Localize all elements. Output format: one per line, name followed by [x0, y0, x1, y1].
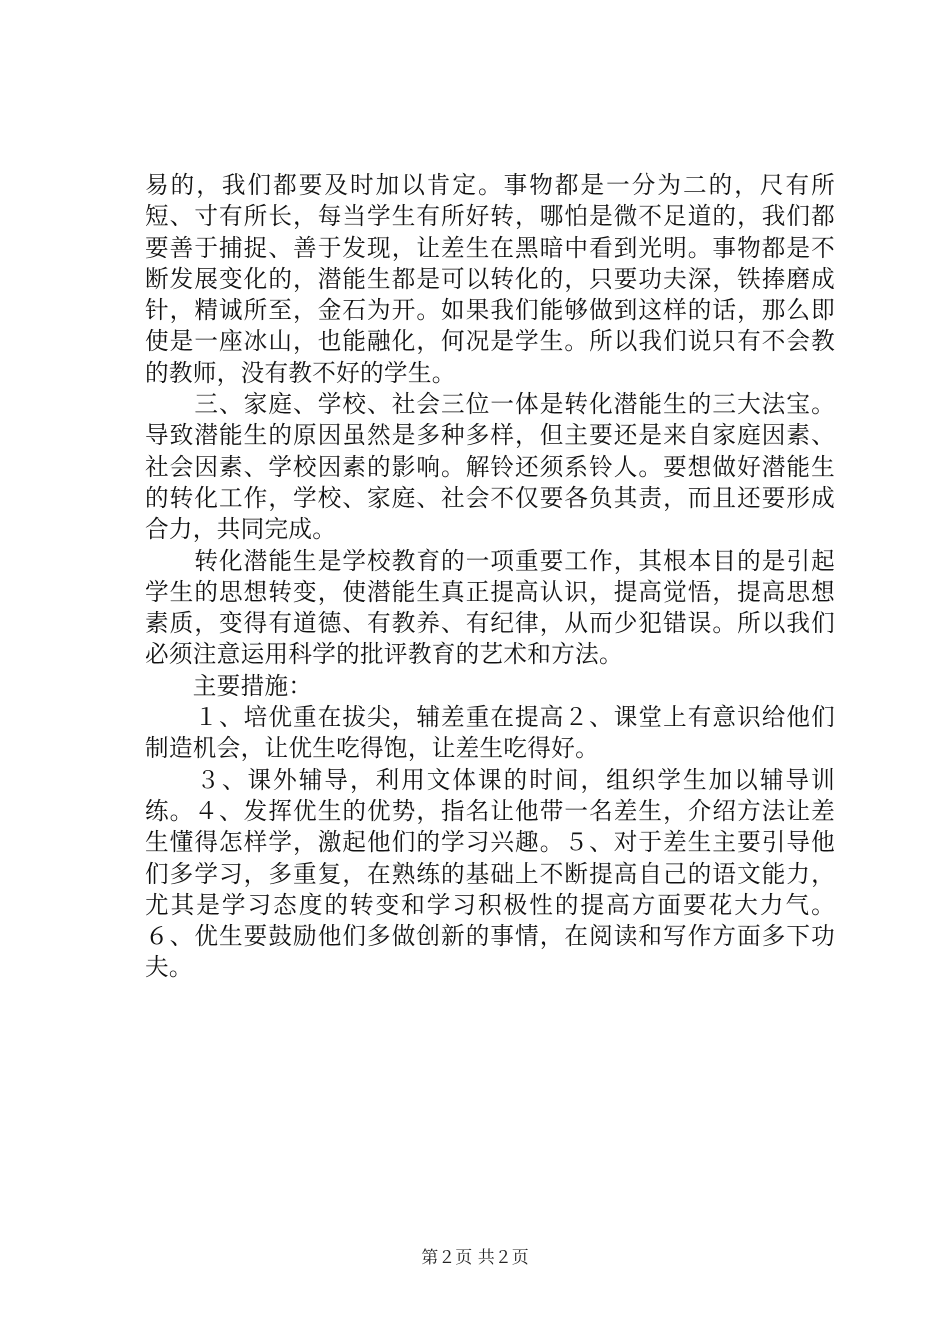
- paragraph-transform-purpose: 转化潜能生是学校教育的一项重要工作，其根本目的是引起学生的思想转变，使潜能生真正提高认识，提高觉悟，提高思想素质，变得有道德、有教养、有纪律，从而少犯错误。所以我们必须注意运用科学的批评教育的艺术和方法。: [145, 546, 835, 669]
- page-footer: 第２页 共２页: [421, 1248, 529, 1268]
- paragraph-three-in-one: 三、家庭、学校、社会三位一体是转化潜能生的三大法宝。导致潜能生的原因虽然是多种多样，但主要还是来自家庭因素、社会因素、学校因素的影响。解铃还须系铃人。要想做好潜能生的转化工作，学校、家庭、社会不仅要各负其责，而且还要形成合力，共同完成。: [145, 390, 835, 544]
- paragraph-main-measures-heading: 主要措施：: [145, 671, 313, 700]
- paragraph-praise: 易的，我们都要及时加以肯定。事物都是一分为二的，尺有所短、寸有所长，每当学生有所好转，哪怕是微不足道的，我们都要善于捕捉、善于发现，让差生在黑暗中看到光明。事物都是不断发展变化的，潜能生都是可以转化的，只要功夫深，铁捧磨成针，精诚所至，金石为开。如果我们能够做到这样的话，那么即使是一座冰山，也能融化，何况是学生。所以我们说只有不会教的教师，没有教不好的学生。: [145, 171, 835, 387]
- document-body: [145, 170, 835, 984]
- paragraph-measures-1-2: １、培优重在拔尖，辅差重在提高２、课堂上有意识给他们制造机会，让优生吃得饱，让差生吃得好。: [145, 703, 835, 763]
- paragraph-measures-3-6: ３、课外辅导，利用文体课的时间，组织学生加以辅导训练。４、发挥优生的优势，指名让他带一名差生，介绍方法让差生懂得怎样学，激起他们的学习兴趣。５、对于差生主要引导他们多学习，多重复，在熟练的基础上不断提高自己的语文能力，尤其是学习态度的转变和学习积极性的提高方面要花大力气。６、优生要鼓励他们多做创新的事情，在阅读和写作方面多下功夫。: [145, 765, 835, 982]
